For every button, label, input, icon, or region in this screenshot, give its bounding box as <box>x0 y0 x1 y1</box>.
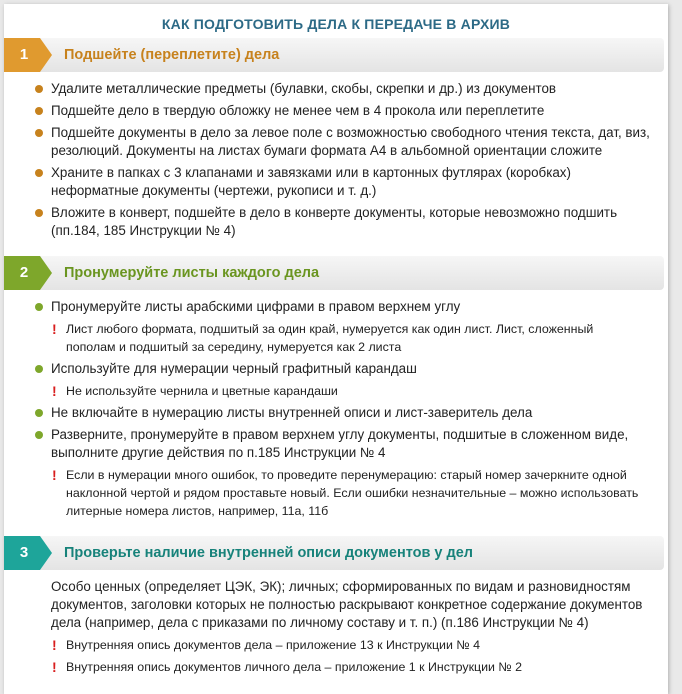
list-item <box>4 80 664 98</box>
list-item <box>4 360 664 378</box>
list-item-text: Храните в папках с 3 клапанами и завязками или в картонных футлярах (коробках) неформатные документы (чертежи, рукописи и т. д.) <box>51 165 571 198</box>
bullet-icon <box>35 169 43 177</box>
note-text: Не используйте чернила и цветные карандаши <box>66 384 338 398</box>
note-item <box>4 320 664 356</box>
list-item-text: Не включайте в нумерацию листы внутренней описи и лист-заверитель дела <box>51 405 533 420</box>
bullet-icon <box>35 303 43 311</box>
section-2-badge <box>4 256 52 290</box>
bullet-icon <box>35 107 43 115</box>
exclamation-icon: ! <box>52 659 57 675</box>
section-2-title: Пронумеруйте листы каждого дела <box>64 265 320 281</box>
section-2-header <box>4 256 664 290</box>
list-item <box>4 204 664 240</box>
section-1-list <box>4 80 664 244</box>
section-1-header <box>4 38 664 72</box>
note-item <box>4 382 664 400</box>
section-3-list <box>4 578 664 680</box>
section-1-badge <box>4 38 52 72</box>
exclamation-icon: ! <box>52 637 57 653</box>
note-text: Лист любого формата, подшитый за один край, нумеруется как один лист. Лист, сложенный пополам и подшитый за середину, нумеруется как 2 листа <box>66 322 594 354</box>
list-item-text: Пронумеруйте листы арабскими цифрами в правом верхнем углу <box>51 299 461 314</box>
exclamation-icon: ! <box>52 383 57 399</box>
section-2-number: 2 <box>19 264 29 281</box>
bullet-icon <box>35 409 43 417</box>
note-item <box>4 636 664 654</box>
note-text: Внутренняя опись документов дела – приложение 13 к Инструкции № 4 <box>66 638 480 652</box>
list-item-text: Используйте для нумерации черный графитный карандаш <box>51 361 417 376</box>
infographic-card <box>4 4 668 694</box>
section-3-badge <box>4 536 52 570</box>
bullet-icon <box>35 209 43 217</box>
note-text: Внутренняя опись документов личного дела – приложение 1 к Инструкции № 2 <box>66 660 523 674</box>
list-item <box>4 426 664 462</box>
note-text: Если в нумерации много ошибок, то проведите перенумерацию: старый номер зачеркните одной наклонной чертой и рядом проставьте новый. Если ошибки незначительные – можно использовать литерные номера листов, например, 11а, 11б <box>66 468 639 518</box>
list-item-text: Удалите металлические предметы (булавки, скобы, скрепки и др.) из документов <box>51 81 557 96</box>
section-3-paragraph: Особо ценных (определяет ЦЭК, ЭК); личных; сформированных по видам и разновидностям документов, заголовки которых не полностью раскрывают конкретное содержание документов дела (например, дела с приказами по личному составу и т. п.) (п.186 Инструкции № 4) <box>51 579 643 630</box>
note-item <box>4 658 664 676</box>
list-item-text: Разверните, пронумеруйте в правом верхнем углу документы, подшитые в сложенном виде, выполните другие действия по п.185 Инструкции № 4 <box>51 427 629 460</box>
list-item <box>4 164 664 200</box>
section-1-title: Подшейте (переплетите) дела <box>64 47 280 63</box>
list-item <box>4 298 664 316</box>
list-item-text: Подшейте документы в дело за левое поле с возможностью свободного чтения текста, дат, виз, резолюций. Документы на листах бумаги формата А4 в альбомной ориентации сложите <box>51 125 650 158</box>
note-item <box>4 466 664 520</box>
section-3-title: Проверьте наличие внутренней описи документов у дел <box>64 545 474 561</box>
bullet-icon <box>35 129 43 137</box>
section-3-header <box>4 536 664 570</box>
page-title: КАК ПОДГОТОВИТЬ ДЕЛА К ПЕРЕДАЧЕ В АРХИВ <box>161 16 511 32</box>
exclamation-icon: ! <box>52 321 57 337</box>
section-2-list <box>4 298 664 524</box>
list-item <box>4 124 664 160</box>
list-item-text: Вложите в конверт, подшейте в дело в конверте документы, которые невозможно подшить (пп.184, 185 Инструкции № 4) <box>51 205 618 238</box>
list-item <box>4 404 664 422</box>
section-1-number: 1 <box>19 46 29 63</box>
exclamation-icon: ! <box>52 467 57 483</box>
bullet-icon <box>35 431 43 439</box>
list-item <box>4 102 664 120</box>
bullet-icon <box>35 365 43 373</box>
section-3-number: 3 <box>19 544 29 561</box>
list-item-text: Подшейте дело в твердую обложку не менее чем в 4 прокола или переплетите <box>51 103 545 118</box>
bullet-icon <box>35 85 43 93</box>
